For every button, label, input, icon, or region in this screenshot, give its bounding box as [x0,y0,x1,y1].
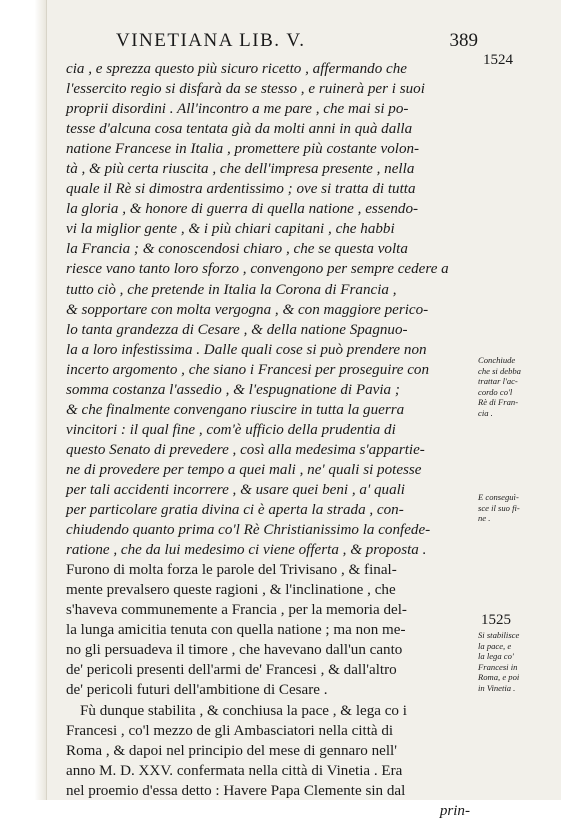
text-line: vi la miglior gente , & i più chiari capitani , che habbi [66,221,395,238]
text-line: la a loro infestissima . Dalle quali cose si può prendere non [66,341,427,358]
text-line: tà , & più certa riuscita , che dell'impresa presente , nella [66,161,415,178]
text-line: lo tanta grandezza di Cesare , & della natione Spagnuo- [66,321,408,338]
text-line: & sopportare con molta vergogna , & con maggiore perico- [66,301,429,318]
margin-note-line: sce il suo fi- [478,502,520,513]
text-line: Furono di molta forza le parole del Trivisano , & final- [66,562,397,579]
margin-note-line: cordo co'l [478,386,513,397]
text-line: cia , e sprezza questo più sicuro ricetto , affermando che [66,61,407,77]
text-line: tesse d'alcuna cosa tentata già da molti anni in quà dalla [66,121,413,138]
margin-note-line: in Vinetia . [478,682,516,693]
margin-note-stabilisce [478,630,550,693]
text-line: l'essercito regio si disfarà da se stesso , e ruinerà per i suoi [66,81,425,98]
text-line: la gloria , & honore di guerra di quella natione , essendo- [66,201,419,218]
margin-note-conchiude [478,355,550,418]
page-header [68,30,478,54]
text-line: per particolare gratia divina ci è aperta la strada , con- [66,502,404,519]
text-line: & che finalmente convengano riuscire in tutta la guerra [66,401,405,418]
margin-note-line: cia . [478,407,493,418]
text-line: quale il Rè si dimostra ardentissimo ; ove si tratta di tutta [66,181,416,198]
text-line: la lunga amicitia tenuta con quella natione ; ma non me- [66,622,406,639]
text-line: natione Francese in Italia , promettere più costante volon- [66,141,420,158]
margin-note-line: che si debba [478,365,521,376]
text-line: de' pericoli presenti dell'armi de' Francesi , & dall'altro [66,662,397,679]
text-line: ratione , che da lui medesimo ci viene offerta , & proposta . [66,542,427,559]
margin-note-line: Roma, e poi [478,672,520,682]
text-line: de' pericoli futuri dell'ambitione di Cesare . [66,682,328,699]
catchword: prin- [439,802,470,819]
text-line: nel proemio d'essa detto : Havere Papa Clemente sin dal [66,782,406,799]
margin-year-1524: 1524 [483,52,513,68]
text-line: tutto ciò , che pretende in Italia la Corona di Francia , [66,281,397,298]
margin-year-1525: 1525 [481,612,511,628]
margin-note-line: Francesi in [478,661,518,672]
text-line: proprii disordini . All'incontro a me pare , che mai si po- [66,101,409,118]
margin-note-line: Si stabilisce [478,630,520,640]
text-line: vincitori : il qual fine , com'è ufficio della prudentia di [66,421,396,438]
text-line: la Francia ; & conoscendosi chiaro , che se questa volta [66,241,408,258]
text-line: ne di provedere per tempo a quei mali , ne' quali si potesse [66,461,422,478]
margin-note-line: Rè di Fran- [478,397,519,407]
margin-note-consegue [478,492,550,524]
margin-note-line: la lega co' [478,651,514,661]
text-line: Roma , & dapoi nel principio del mese di gennaro nell' [66,742,397,759]
margin-note-line: ne . [478,513,491,523]
text-line: riesce vano tanto loro sforzo , convengono per sempre cedere a [66,261,449,278]
margin-note-line: E conseguì- [478,492,519,502]
text-line: chiudendo quanto prima co'l Rè Christianissimo la confede- [66,522,431,539]
text-line: per tali accidenti incorrere , & usare quei beni , a' quali [66,481,406,498]
running-title: VINETIANA LIB. V. [116,30,306,51]
margin-note-line: Conchiude [478,355,516,365]
text-line: Francesi , co'l mezzo de gli Ambasciatori nella città di [66,722,394,739]
text-line: somma costanza l'assedio , & l'espugnatione di Pavia ; [66,381,400,398]
text-line: no gli persuadeva il timore , che havevano dall'un canto [66,642,403,659]
text-line: incerto argomento , che siano i Francesi per proseguire con [66,361,430,378]
margin-note-line: trattar l'ac- [478,376,518,386]
text-line: anno M. D. XXV. confermata nella città di Vinetia . Era [66,762,403,779]
text-line: questo Senato di prevedere , così alla medesima s'appartie- [66,441,425,458]
text-line: mente prevalsero queste ragioni , & l'inclinatione , che [66,582,396,599]
page-gutter [0,0,46,800]
page-number: 389 [449,30,478,51]
body-text [66,59,470,821]
text-line: s'haveva communemente a Francia , per la memoria del- [66,602,407,619]
text-line: Fù dunque stabilita , & conchiusa la pace , & lega co i [80,702,407,719]
margin-note-line: la pace, e [478,640,512,651]
